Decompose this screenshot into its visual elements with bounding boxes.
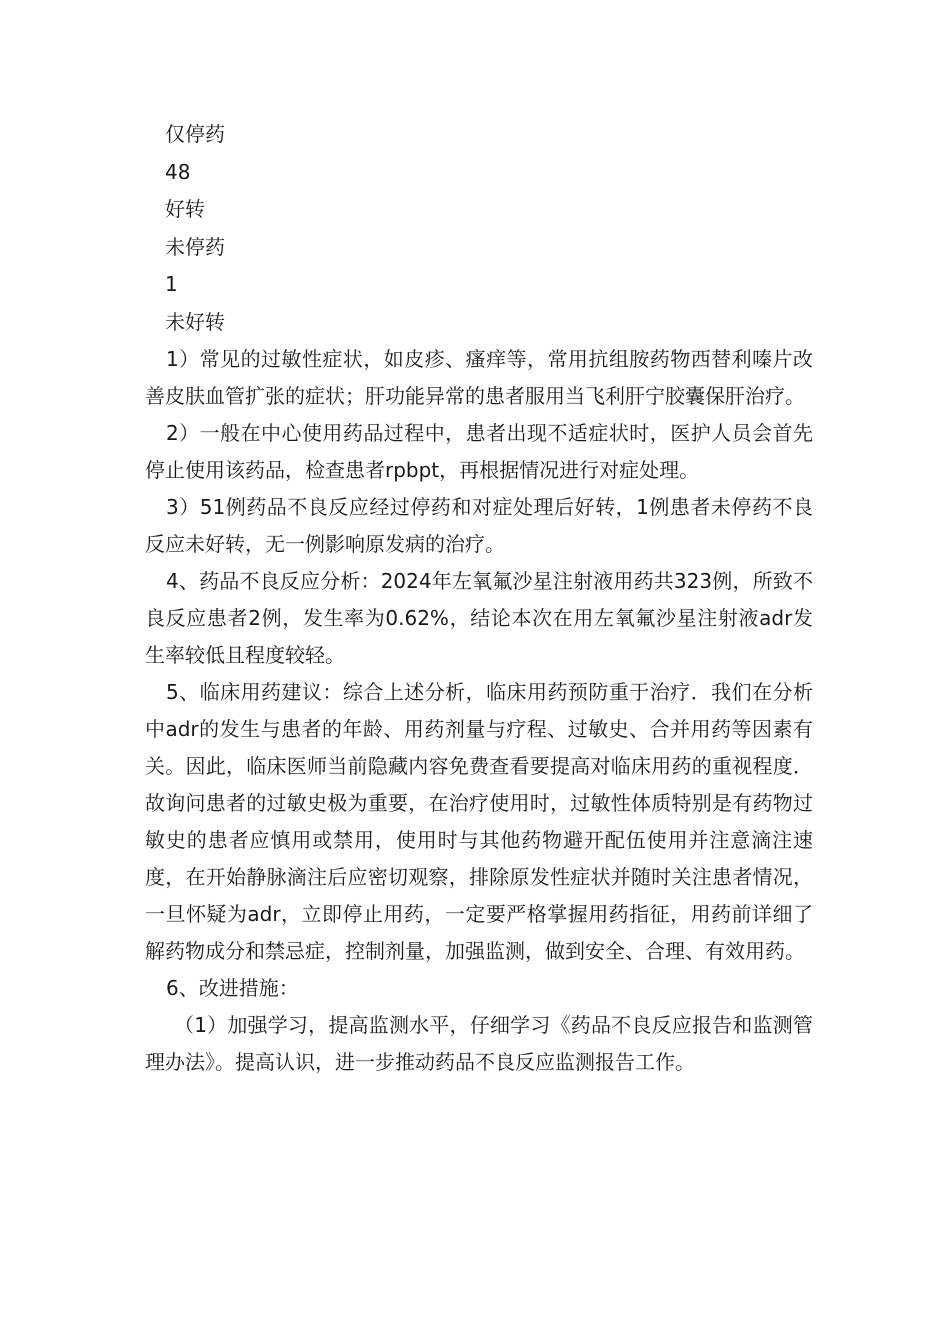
table-cell-improved: 好转 xyxy=(165,197,205,221)
paragraph-adr-analysis: 4、药品不良反应分析：2024年左氧氟沙星注射液用药共323例，所致不良反应患者2例，发生率为0.62%，结论本次在用左氧氟沙星注射液adr发生率较低且程度较轻。 xyxy=(145,569,813,667)
paragraph-improvement-item-1: （1）加强学习，提高监测水平，仔细学习《药品不良反应报告和监测管理办法》。提高认识，进一步推动药品不良反应监测报告工作。 xyxy=(145,1013,813,1074)
table-cell-not-improved: 未好转 xyxy=(165,309,225,334)
table-cell-count-48: 48 xyxy=(165,159,191,184)
paragraph-outcome-summary: 3）51例药品不良反应经过停药和对症处理后好转，1例患者未停药不良反应未好转，无一例影响原发病的治疗。 xyxy=(145,495,813,556)
section-heading-improvement: 6、改进措施： xyxy=(166,976,299,1000)
paragraph-stop-drug-procedure: 2）一般在中心使用药品过程中，患者出现不适症状时，医护人员会首先停止使用该药品，检查患者rpbpt，再根据情况进行对症处理。 xyxy=(145,421,813,482)
paragraph-clinical-advice: 5、临床用药建议：综合上述分析，临床用药预防重于治疗．我们在分析中adr的发生与患者的年龄、用药剂量与疗程、过敏史、合并用药等因素有关。因此，临床医师当前隐藏内容免费查看要提高对临床用药的重视程度．故询问患者的过敏史极为重要，在治疗使用时，过敏性体质特别是有药物过敏史的患者应慎用或禁用，使用时与其他药物避开配伍使用并注意滴注速度，在开始静脉滴注后应密切观察，排除原发性症状并随时关注患者情况，一旦怀疑为adr，立即停止用药，一定要严格掌握用药指征，用药前详细了解药物成分和禁忌症，控制剂量，加强监测，做到安全、合理、有效用药。 xyxy=(145,680,813,963)
document-body xyxy=(145,116,813,1081)
table-cell-count-1: 1 xyxy=(165,272,178,296)
table-cell-not-stopped: 未停药 xyxy=(165,234,225,259)
table-cell-stop-only: 仅停药 xyxy=(165,122,225,146)
paragraph-symptom-treatment: 1）常见的过敏性症状，如皮疹、瘙痒等，常用抗组胺药物西替利嗪片改善皮肤血管扩张的症状；肝功能异常的患者服用当飞利肝宁胶囊保肝治疗。 xyxy=(145,347,813,408)
